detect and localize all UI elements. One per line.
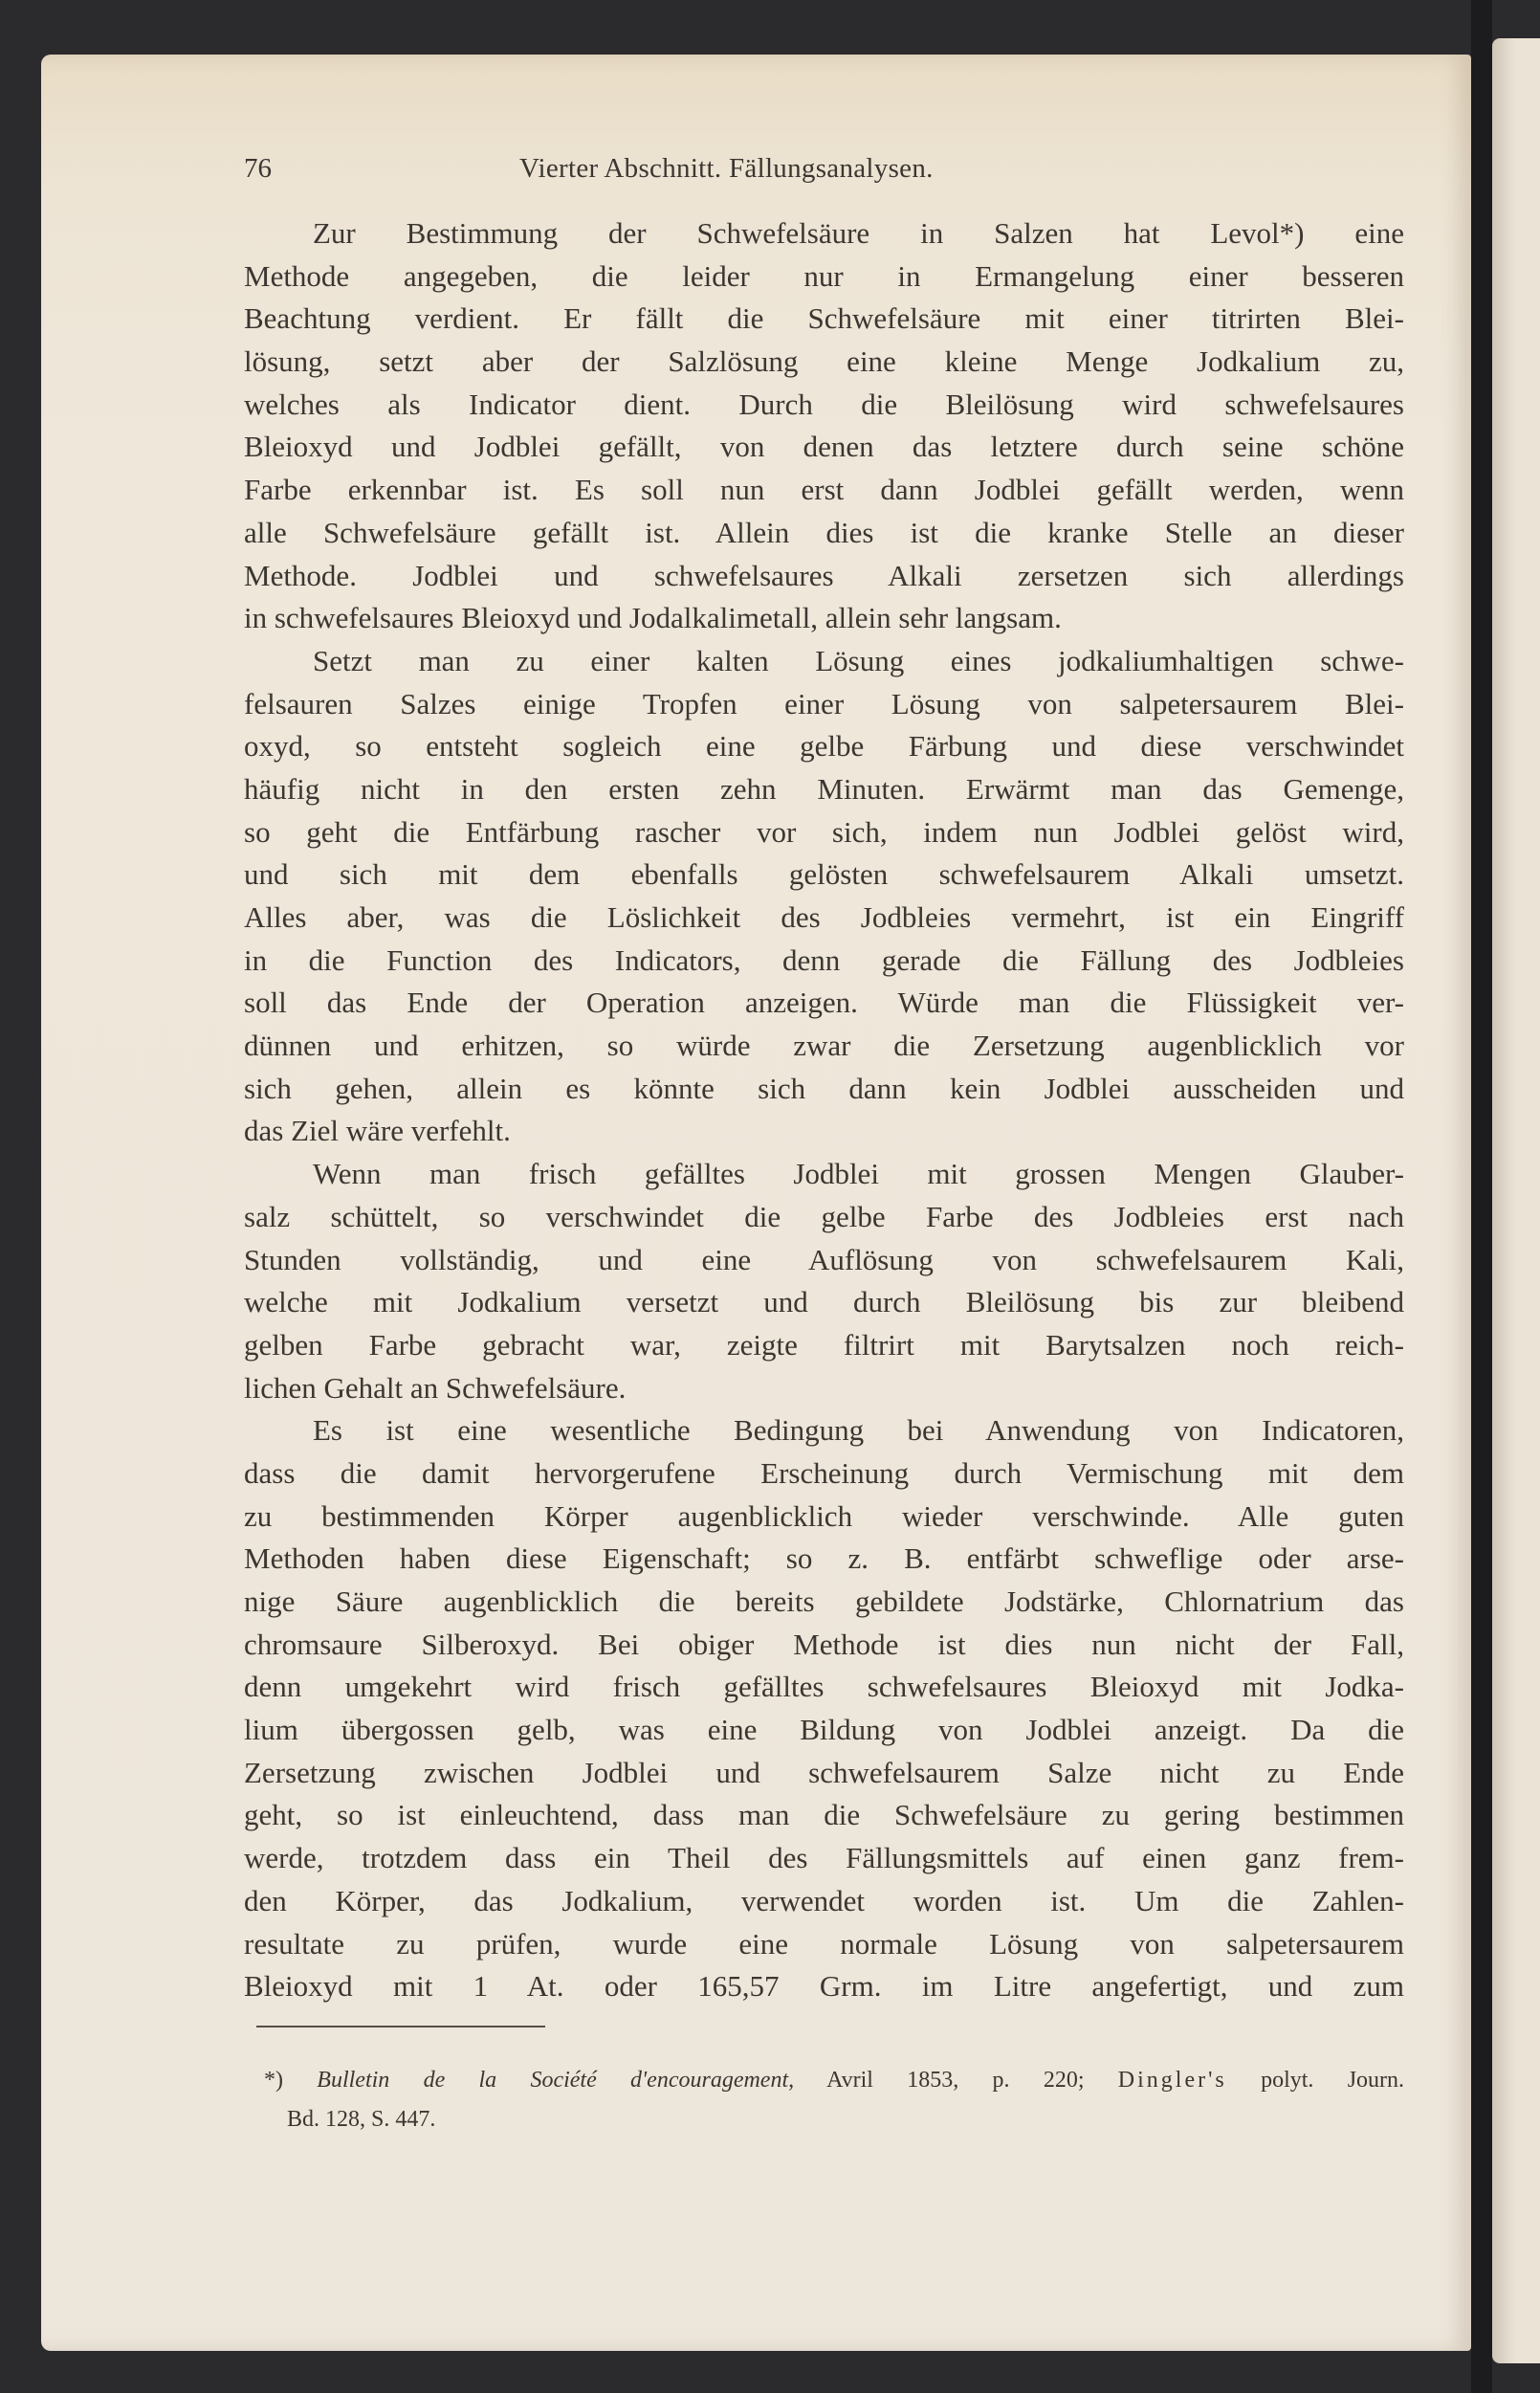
text-line: lichen Gehalt an Schwefelsäure.: [244, 1370, 627, 1405]
footnote-journal: polyt. Journ.: [1261, 2068, 1405, 2093]
footnote: [264, 2064, 1404, 2142]
text-line: den Körper, das Jodkalium, verwendet worden ist. Um die Zahlen-: [244, 1883, 1404, 1917]
text-line: dünnen und erhitzen, so würde zwar die Zersetzung augenblicklich vor: [244, 1029, 1404, 1063]
footnote-line: [264, 2064, 1404, 2103]
text-line: das Ziel wäre verfehlt.: [244, 1114, 511, 1148]
text-line: resultate zu prüfen, wurde eine normale Lösung von salpetersaurem: [244, 1926, 1404, 1961]
text-line: Beachtung verdient. Er fällt die Schwefelsäure mit einer titrirten Blei-: [244, 301, 1404, 336]
text-line: häufig nicht in den ersten zehn Minuten. Erwärmt man das Gemenge,: [244, 771, 1404, 806]
text-line: sich gehen, allein es könnte sich dann kein Jodblei ausscheiden und: [244, 1071, 1404, 1105]
footnote-rule: [256, 2026, 545, 2027]
paragraph: [244, 640, 1404, 1153]
text-line: Farbe erkennbar ist. Es soll nun erst dann Jodblei gefällt werden, wenn: [244, 473, 1404, 507]
text-line: Methode angegeben, die leider nur in Ermangelung einer besseren: [244, 258, 1404, 293]
facing-page-edge: [1492, 38, 1540, 2363]
text-line: lösung, setzt aber der Salzlösung eine kleine Menge Jodkalium zu,: [244, 344, 1404, 379]
text-line: in die Function des Indicators, denn gerade die Fällung des Jodbleies: [244, 942, 1404, 977]
page-number: 76: [244, 153, 272, 184]
text-line: salz schüttelt, so verschwindet die gelbe Farbe des Jodbleies erst nach: [244, 1199, 1404, 1233]
footnote-source-title: Bulletin de la Société d'encouragement,: [317, 2068, 795, 2093]
footnote-citation: Avril 1853, p. 220;: [826, 2068, 1085, 2093]
text-line: Zersetzung zwischen Jodblei und schwefelsaurem Salze nicht zu Ende: [244, 1755, 1404, 1789]
text-line: Methode. Jodblei und schwefelsaures Alkali zersetzen sich allerdings: [244, 558, 1404, 592]
paragraph: [244, 1409, 1404, 2008]
paragraph: [244, 212, 1404, 640]
text-line: und sich mit dem ebenfalls gelösten schwefelsaurem Alkali umsetzt.: [244, 857, 1404, 892]
running-title: Vierter Abschnitt. Fällungsanalysen.: [519, 153, 934, 184]
text-line: Bleioxyd mit 1 At. oder 165,57 Grm. im Litre angefertigt, und zum: [244, 1969, 1404, 2004]
text-line: Zur Bestimmung der Schwefelsäure in Salzen hat Levol*) eine: [313, 216, 1404, 250]
text-line: Methoden haben diese Eigenschaft; so z. B. entfärbt schweflige oder arse-: [244, 1541, 1404, 1576]
footnote-line: Bd. 128, S. 447.: [287, 2107, 436, 2132]
paragraph: [244, 1153, 1404, 1409]
text-line: Wenn man frisch gefälltes Jodblei mit grossen Mengen Glauber-: [313, 1157, 1404, 1191]
text-line: gelben Farbe gebracht war, zeigte filtrirt mit Barytsalzen noch reich-: [244, 1327, 1404, 1362]
footnote-marker: *): [264, 2068, 283, 2093]
text-line: Setzt man zu einer kalten Lösung eines jodkaliumhaltigen schwe-: [313, 643, 1404, 677]
text-line: in schwefelsaures Bleioxyd und Jodalkalimetall, allein sehr langsam.: [244, 601, 1062, 635]
text-line: Es ist eine wesentliche Bedingung bei Anwendung von Indicatoren,: [313, 1413, 1404, 1448]
text-line: so geht die Entfärbung rascher vor sich, indem nun Jodblei gelöst wird,: [244, 814, 1404, 849]
text-line: welche mit Jodkalium versetzt und durch Bleilösung bis zur bleibend: [244, 1285, 1404, 1319]
text-line: geht, so ist einleuchtend, dass man die Schwefelsäure zu gering bestimmen: [244, 1798, 1404, 1832]
text-line: lium übergossen gelb, was eine Bildung von Jodblei anzeigt. Da die: [244, 1713, 1404, 1747]
text-line: Bleioxyd und Jodblei gefällt, von denen das letztere durch seine schöne: [244, 430, 1404, 464]
text-line: Stunden vollständig, und eine Auflösung von schwefelsaurem Kali,: [244, 1242, 1404, 1276]
text-line: oxyd, so entsteht sogleich eine gelbe Färbung und diese verschwindet: [244, 729, 1404, 764]
footnote-journal-author: Dingler's: [1117, 2068, 1227, 2093]
running-header: [244, 153, 1404, 191]
body-text: [244, 212, 1404, 2008]
text-line: denn umgekehrt wird frisch gefälltes schwefelsaures Bleioxyd mit Jodka-: [244, 1670, 1404, 1704]
text-line: nige Säure augenblicklich die bereits gebildete Jodstärke, Chlornatrium das: [244, 1584, 1404, 1618]
text-line: soll das Ende der Operation anzeigen. Würde man die Flüssigkeit ver-: [244, 986, 1404, 1020]
text-line: dass die damit hervorgerufene Erscheinung durch Vermischung mit dem: [244, 1455, 1404, 1490]
text-line: chromsaure Silberoxyd. Bei obiger Methode ist dies nun nicht der Fall,: [244, 1627, 1404, 1661]
text-line: alle Schwefelsäure gefällt ist. Allein dies ist die kranke Stelle an dieser: [244, 515, 1404, 549]
text-line: zu bestimmenden Körper augenblicklich wieder verschwinde. Alle guten: [244, 1498, 1404, 1533]
text-line: werde, trotzdem dass ein Theil des Fällungsmittels auf einen ganz frem-: [244, 1841, 1404, 1875]
text-line: Alles aber, was die Löslichkeit des Jodbleies vermehrt, ist ein Eingriff: [244, 900, 1404, 934]
text-line: welches als Indicator dient. Durch die Bleilösung wird schwefelsaures: [244, 387, 1404, 421]
text-line: felsauren Salzes einige Tropfen einer Lösung von salpetersaurem Blei-: [244, 686, 1404, 720]
book-gutter: [1471, 0, 1492, 2393]
